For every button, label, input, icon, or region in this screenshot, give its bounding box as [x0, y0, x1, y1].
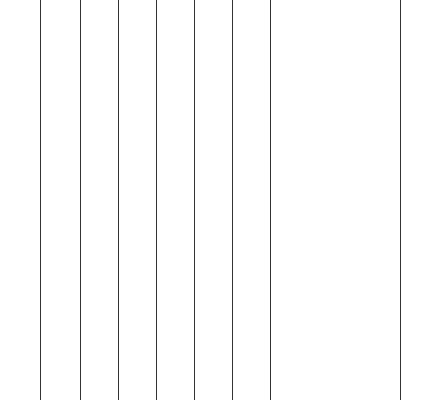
cell-phone — [400, 0, 434, 400]
cell-sequence — [0, 0, 40, 400]
cell-industry — [194, 0, 232, 400]
cell-type — [156, 0, 194, 400]
cell-scale — [232, 0, 270, 400]
cell-overview — [270, 0, 400, 400]
cell-project-name — [40, 0, 80, 400]
cell-location — [80, 0, 118, 400]
cell-unit — [118, 0, 156, 400]
